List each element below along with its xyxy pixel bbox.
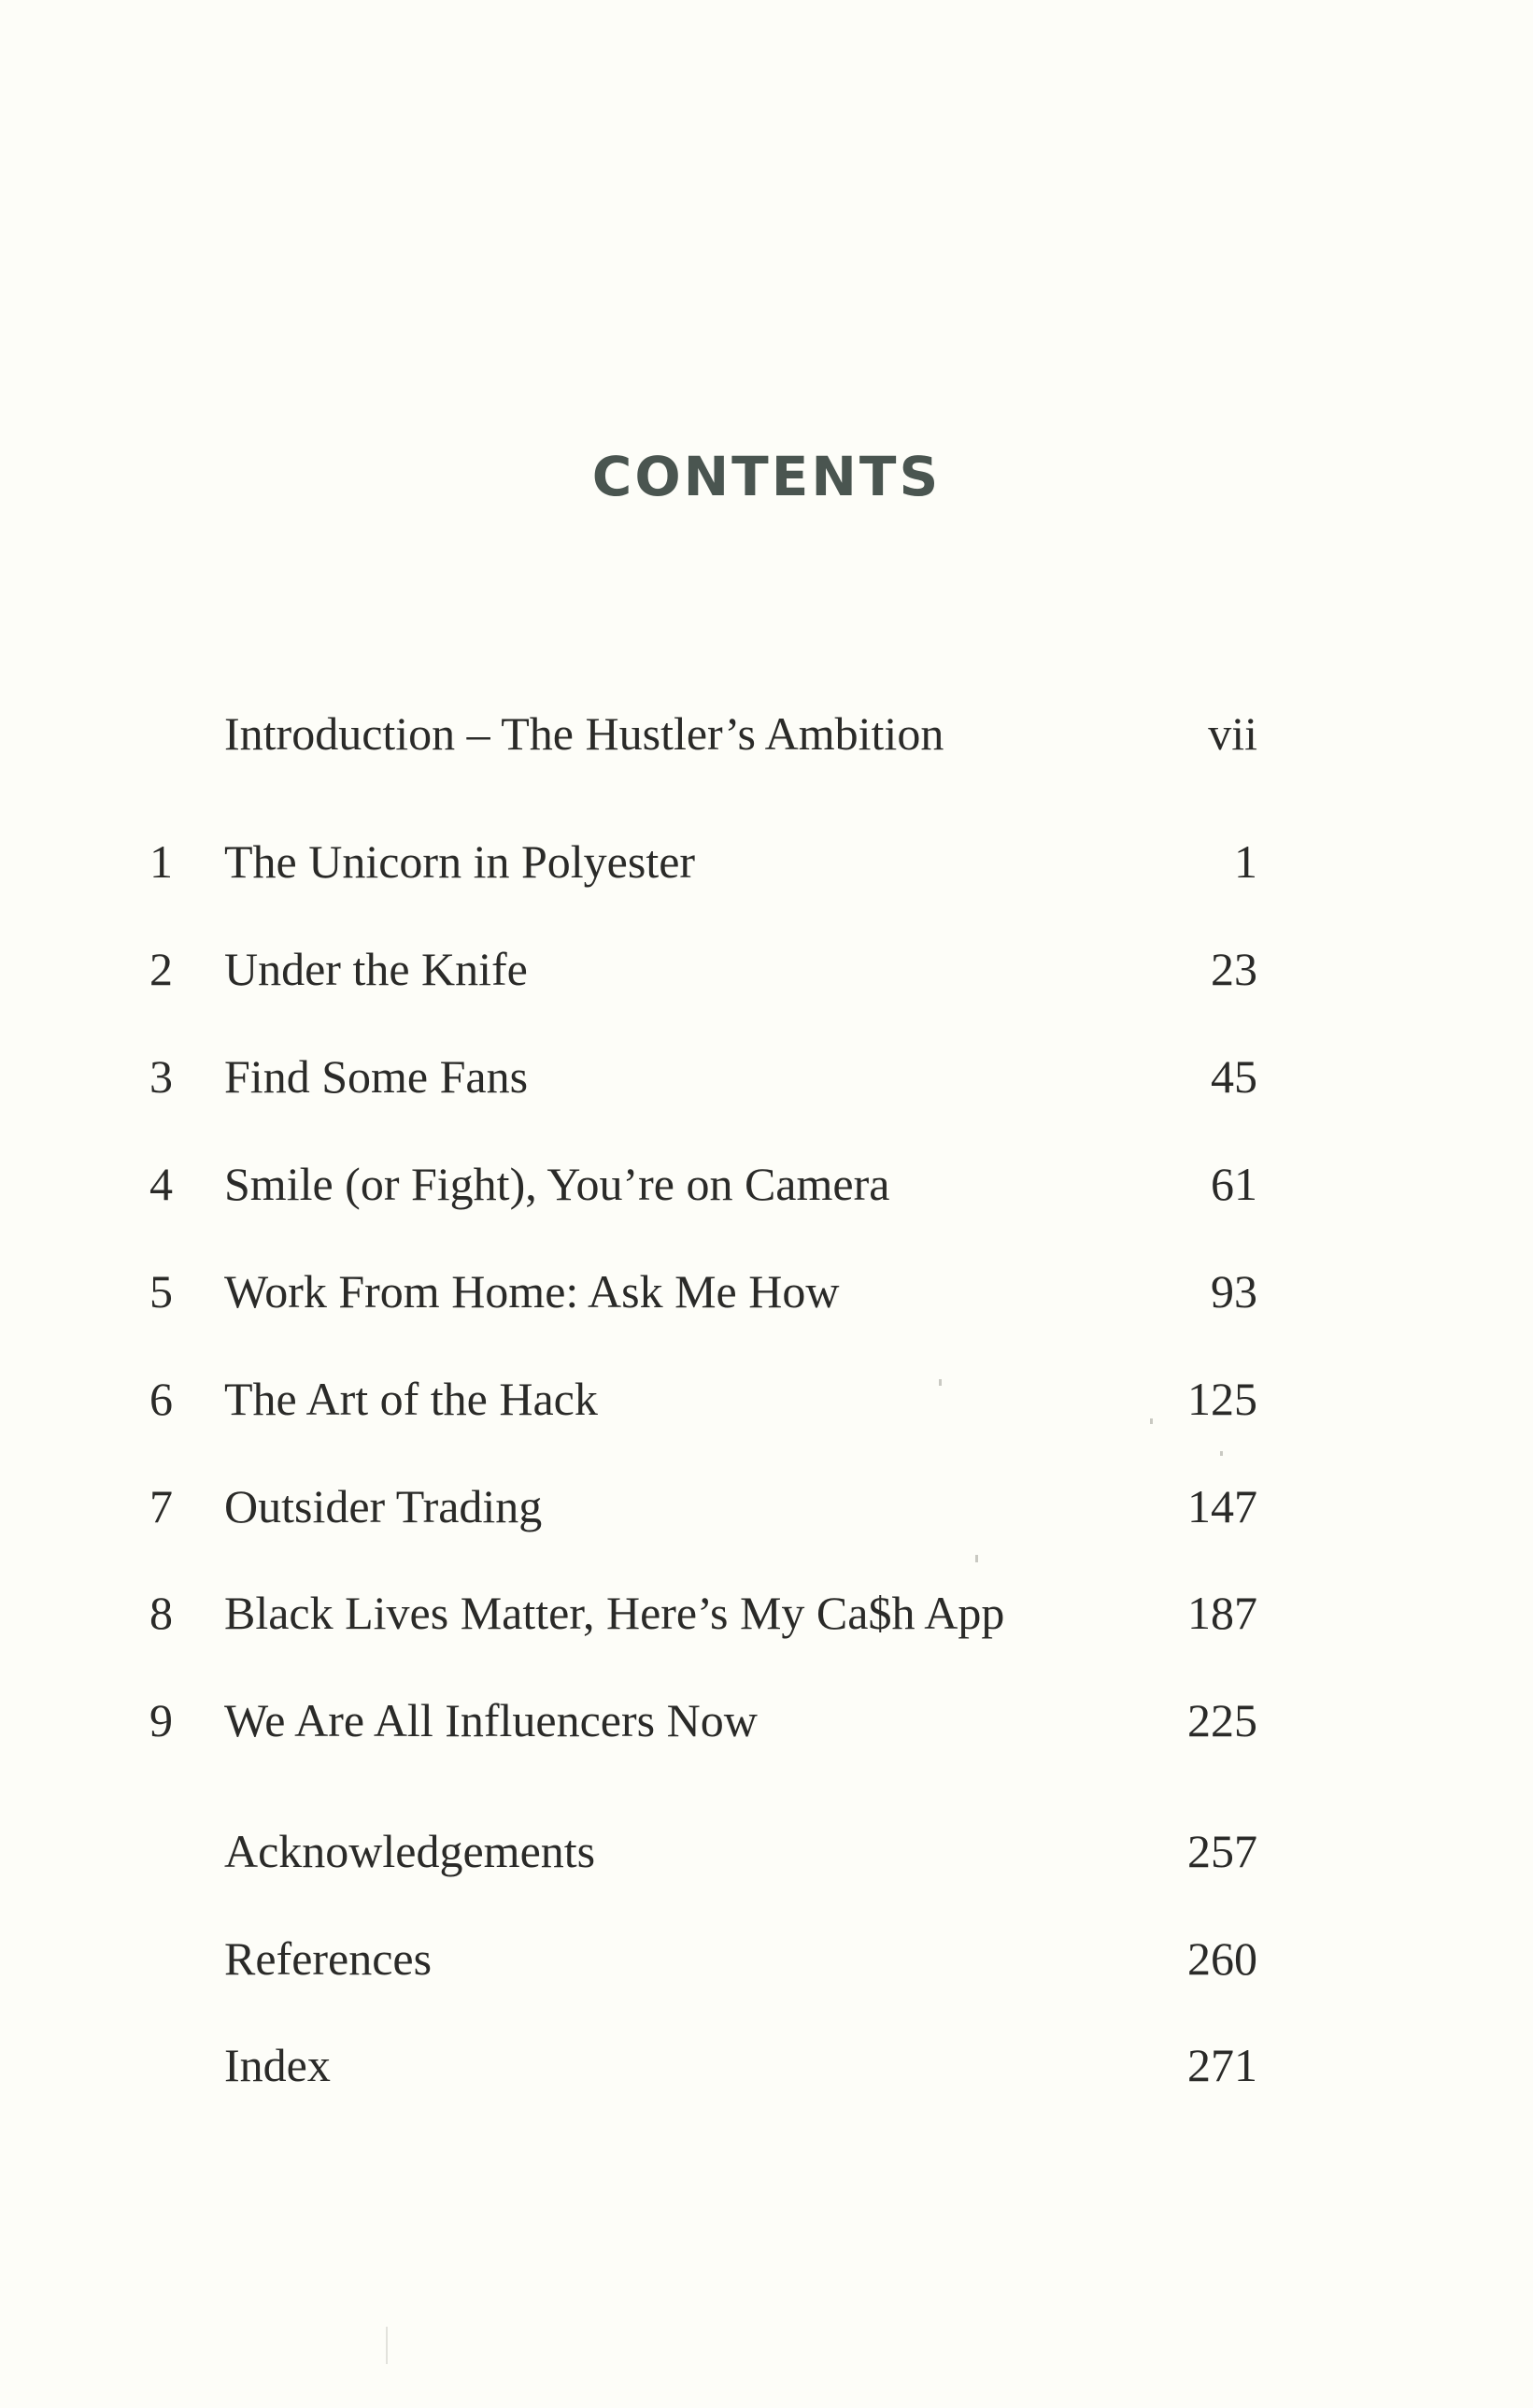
- toc-chapter-2[interactable]: [0, 936, 1533, 1002]
- toc-entry-introduction[interactable]: [0, 701, 1533, 766]
- chapter-title: Find Some Fans: [224, 1050, 529, 1103]
- toc-entry-acknowledgements[interactable]: [0, 1818, 1533, 1884]
- chapter-number: 1: [149, 835, 173, 888]
- chapter-page: 23: [1211, 943, 1257, 995]
- chapter-number: 7: [149, 1480, 173, 1532]
- chapter-page: 147: [1187, 1480, 1257, 1532]
- toc-entry-title: Index: [224, 2039, 331, 2091]
- chapter-title: Black Lives Matter, Here’s My Ca$h App: [224, 1587, 1005, 1639]
- chapter-page: 125: [1187, 1373, 1257, 1425]
- chapter-page: 187: [1187, 1587, 1257, 1639]
- chapter-number: 6: [149, 1373, 173, 1425]
- chapter-title: Under the Knife: [224, 943, 528, 995]
- chapter-title: Outsider Trading: [224, 1480, 543, 1532]
- scan-mark: [386, 2327, 388, 2364]
- chapter-title: We Are All Influencers Now: [224, 1694, 758, 1746]
- chapter-number: 9: [149, 1694, 173, 1746]
- chapter-page: 225: [1187, 1694, 1257, 1746]
- toc-chapter-9[interactable]: [0, 1688, 1533, 1753]
- toc-entry-index[interactable]: [0, 2032, 1533, 2098]
- scan-speck: [1150, 1418, 1153, 1424]
- toc-chapter-4[interactable]: [0, 1151, 1533, 1217]
- toc-chapter-1[interactable]: [0, 829, 1533, 894]
- chapter-title: The Art of the Hack: [224, 1373, 598, 1425]
- toc-chapter-7[interactable]: [0, 1474, 1533, 1539]
- toc-entry-page: 260: [1187, 1932, 1257, 1985]
- toc-chapter-3[interactable]: [0, 1044, 1533, 1109]
- toc-entry-references[interactable]: [0, 1926, 1533, 1991]
- chapter-number: 2: [149, 943, 173, 995]
- toc-entry-page: 271: [1187, 2039, 1257, 2091]
- chapter-page: 1: [1234, 835, 1257, 888]
- scan-speck: [939, 1379, 942, 1386]
- chapter-number: 8: [149, 1587, 173, 1639]
- toc-chapter-8[interactable]: [0, 1580, 1533, 1646]
- toc-entry-title: Introduction – The Hustler’s Ambition: [224, 707, 944, 760]
- page-title: CONTENTS: [591, 445, 942, 508]
- toc-entry-page: vii: [1208, 707, 1257, 760]
- scan-speck: [1220, 1451, 1223, 1456]
- chapter-number: 3: [149, 1050, 173, 1103]
- chapter-number: 4: [149, 1158, 173, 1210]
- toc-entry-title: References: [224, 1932, 433, 1985]
- scan-speck: [975, 1555, 978, 1562]
- toc-entry-page: 257: [1187, 1825, 1257, 1877]
- toc-chapter-6[interactable]: [0, 1366, 1533, 1432]
- chapter-title: Work From Home: Ask Me How: [224, 1265, 840, 1318]
- chapter-title: Smile (or Fight), You’re on Camera: [224, 1158, 890, 1210]
- toc-entry-title: Acknowledgements: [224, 1825, 596, 1877]
- chapter-page: 45: [1211, 1050, 1257, 1103]
- chapter-number: 5: [149, 1265, 173, 1318]
- chapter-title: The Unicorn in Polyester: [224, 835, 696, 888]
- toc-chapter-5[interactable]: [0, 1259, 1533, 1324]
- chapter-page: 61: [1211, 1158, 1257, 1210]
- chapter-page: 93: [1211, 1265, 1257, 1318]
